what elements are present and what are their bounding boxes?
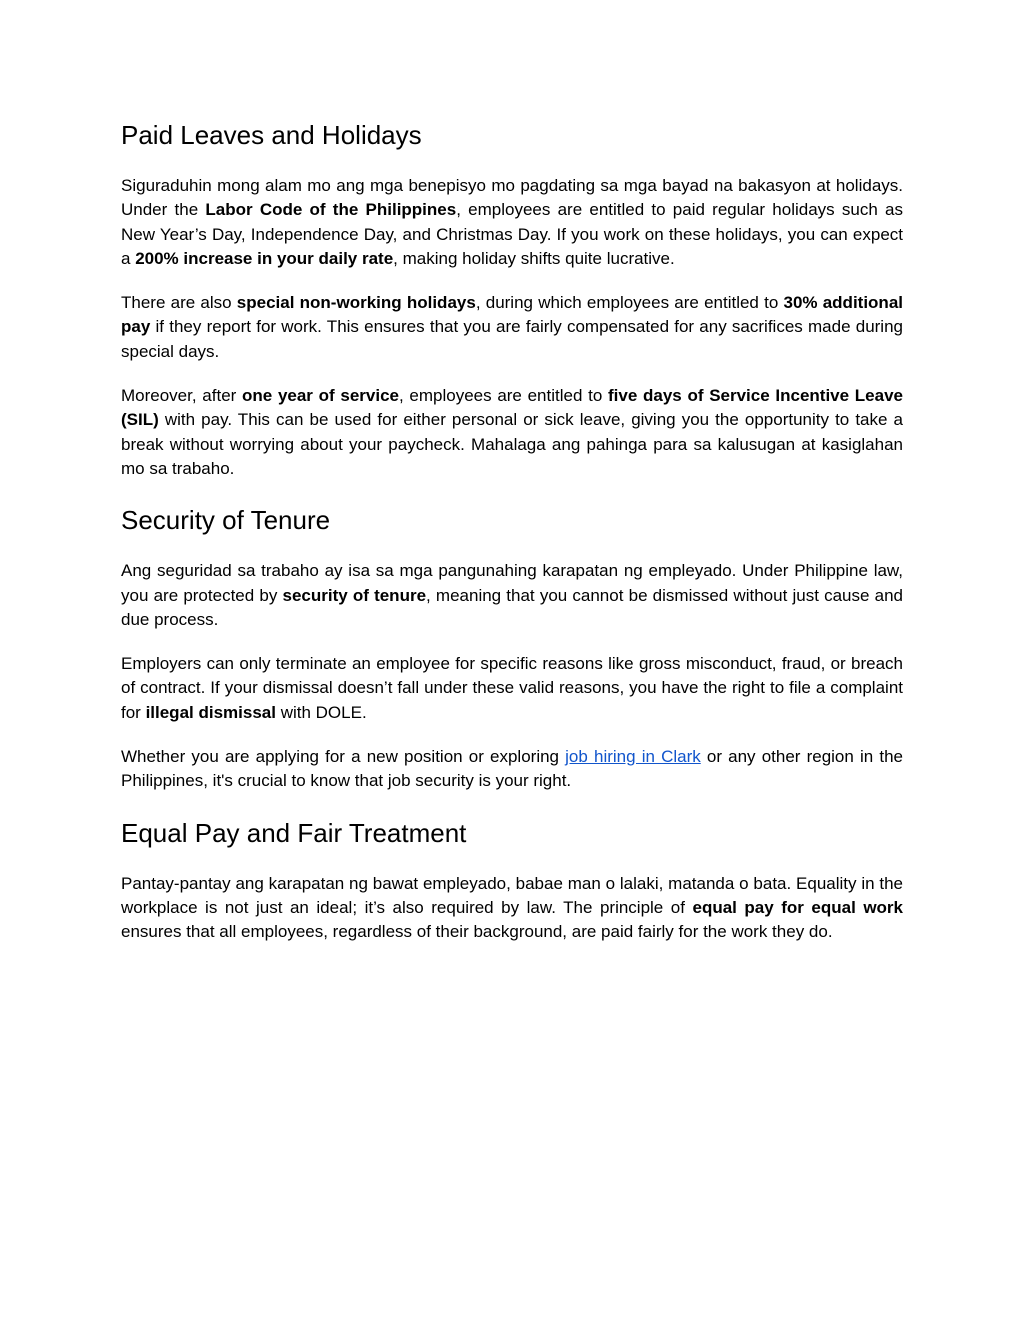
paragraph — [121, 384, 903, 481]
text-run: , employees are entitled to paid regular holidays such as New Year’s Day, Independence Day, and Christmas Day. If you work on these holidays, you can expect a — [121, 200, 903, 268]
bold-text: 30% additional pay — [121, 293, 903, 337]
bold-text: Labor Code of the Philippines — [205, 200, 457, 220]
text-run: , employees are entitled to — [398, 386, 608, 406]
bold-text: equal pay for equal work — [692, 897, 903, 917]
text-run: Siguraduhin mong alam mo ang mga benepisyo mo pagdating sa mga bayad na bakasyon at holidays. Under the — [121, 176, 903, 220]
text-run: , meaning that you cannot be dismissed without just cause and due process. — [121, 585, 903, 629]
section-heading-security-of-tenure: Security of Tenure — [121, 505, 331, 536]
bold-text: 200% increase in your daily rate — [135, 248, 394, 268]
section-heading-equal-pay: Equal Pay and Fair Treatment — [121, 817, 467, 848]
text-run: Pantay-pantay ang karapatan ng bawat empleyado, babae man o lalaki, matanda o bata. Equality in the workplace is not just an ideal; it’s also required by law. The principle of — [121, 873, 903, 917]
paragraph — [121, 652, 903, 725]
section-heading-paid-leaves: Paid Leaves and Holidays — [121, 120, 422, 150]
bold-text: one year of service — [242, 386, 399, 406]
text-run: if they report for work. This ensures that you are fairly compensated for any sacrifices made during special days. — [121, 317, 903, 361]
paragraph — [121, 174, 903, 271]
bold-text: five days of Service Incentive Leave (SIL) — [121, 386, 903, 430]
paragraph — [121, 745, 903, 794]
paragraph — [121, 291, 903, 364]
text-run: Whether you are applying for a new position or exploring — [121, 747, 566, 767]
paragraph — [121, 872, 903, 945]
text-run: ensures that all employees, regardless of their background, are paid fairly for the work they do. — [121, 922, 833, 942]
job-hiring-in-clark-link[interactable]: job hiring in Clark — [565, 747, 701, 767]
text-run: with DOLE. — [275, 702, 367, 722]
text-run: with pay. This can be used for either personal or sick leave, giving you the opportunity to take a break without worrying about your paycheck. Mahalaga ang pahinga para sa kalusugan at kasiglahan mo sa trabaho. — [121, 410, 903, 478]
bold-text: security of tenure — [282, 585, 427, 605]
text-run: , making holiday shifts quite lucrative. — [393, 248, 675, 268]
text-run: There are also — [121, 293, 237, 313]
bold-text: special non-working holidays — [236, 293, 476, 313]
text-run: Employers can only terminate an employee for specific reasons like gross misconduct, fraud, or breach of contract. If your dismissal doesn’t fall under these valid reasons, you have the right to file a complaint for — [121, 654, 903, 722]
bold-text: illegal dismissal — [145, 702, 276, 722]
text-run: or any other region in the Philippines, it's crucial to know that job security is your right. — [121, 747, 903, 791]
paragraph — [121, 559, 903, 632]
text-run: , during which employees are entitled to — [475, 293, 784, 313]
text-run: Moreover, after — [121, 386, 243, 406]
text-run: Ang seguridad sa trabaho ay isa sa mga pangunahing karapatan ng empleyado. Under Philippine law, you are protected by — [121, 561, 903, 605]
document-page — [121, 118, 903, 945]
